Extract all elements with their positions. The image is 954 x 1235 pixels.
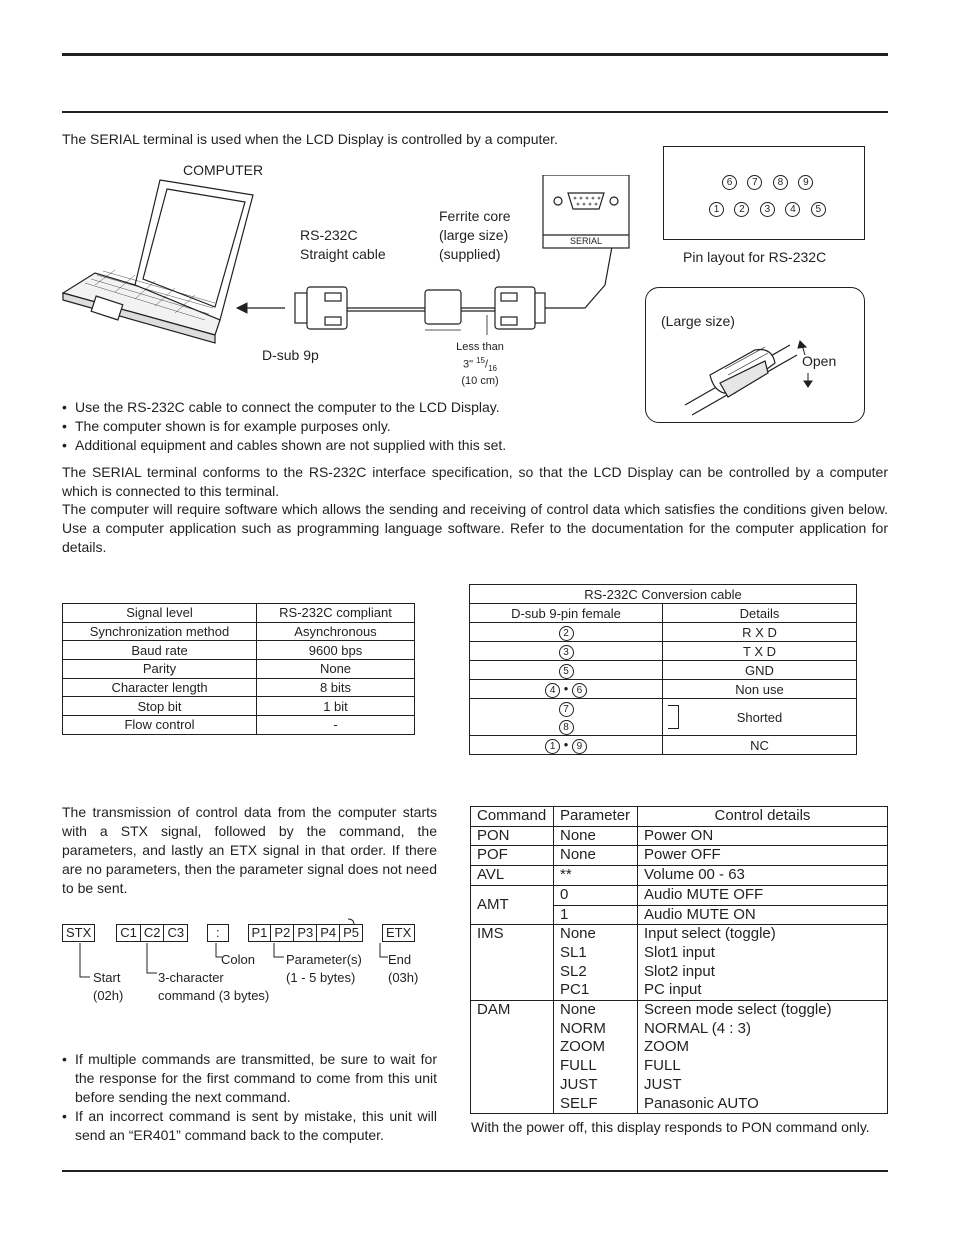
open-arrow-icon [798, 341, 812, 387]
ferrite-core [425, 290, 495, 335]
table-row: 2 R X D [470, 623, 857, 642]
header-rule [62, 111, 888, 113]
pin-circle: 9 [798, 175, 813, 190]
computer-label: COMPUTER [183, 162, 264, 178]
table-row: IMS None SL1 SL2 PC1 Input select (toggle) Slot1 input Slot2 input PC input [471, 925, 888, 1001]
ferrite-open-illustration [680, 325, 830, 420]
param-label: Parameter(s) (1 - 5 bytes) [286, 952, 362, 985]
pin-circle: 3 [760, 202, 775, 217]
colon-label: Colon [221, 952, 255, 967]
pin-circle: 8 [773, 175, 788, 190]
pin-caption: Pin layout for RS-232C [683, 249, 827, 265]
shorted-bracket-icon [668, 705, 679, 729]
table-row: Parity None [63, 660, 415, 679]
command-table: Command Parameter Control details PON None Power ON POF None Power OFF AVL ** Volume 00 - 63 AMT 0 Audio MUTE OFF 1 Audio MUTE ON IMS None SL1 SL2 PC1 Input select (toggle) Slot1 input Slot2 input PC input DAM None NORM ZOOM FULL JUST SELF Screen mode select (toggle) NORMAL (4 : 3) ZOOM FULL JUST Panasonic AUTO [470, 806, 888, 1114]
table-row: AVL ** Volume 00 - 63 [471, 866, 888, 886]
notes-list-2 [62, 1050, 437, 1145]
param-char: P4 [316, 924, 340, 942]
ferrite-label: Ferrite core (large size) (supplied) [439, 208, 511, 262]
param-char: P2 [270, 924, 294, 942]
intro-text: The SERIAL terminal is used when the LCD Display is controlled by a computer. [62, 131, 558, 147]
dsub-label: D-sub 9p [262, 347, 319, 363]
table-row: Synchronization method Asynchronous [63, 622, 415, 641]
command-char: C1 [116, 924, 141, 942]
table-row: 1 Audio MUTE ON [471, 905, 888, 925]
table-row: 1 • 9 NC [470, 736, 857, 755]
conversion-table-title: RS-232C Conversion cable [470, 585, 857, 604]
etx-box: ETX [382, 924, 415, 942]
colon-box: : [207, 924, 229, 942]
laptop-illustration [63, 180, 253, 343]
connection-diagram [55, 175, 655, 385]
table-row: Signal level RS-232C compliant [63, 604, 415, 623]
command-char: C3 [163, 924, 188, 942]
table-row: DAM None NORM ZOOM FULL JUST SELF Screen mode select (toggle) NORMAL (4 : 3) ZOOM FULL JUST Panasonic AUTO [471, 1001, 888, 1114]
table-row: PON None Power ON [471, 826, 888, 846]
param-char: P1 [248, 924, 272, 942]
serial-label: SERIAL [569, 236, 602, 246]
pin-circle: 6 [722, 175, 737, 190]
communication-spec-table [62, 603, 415, 735]
large-size-label: (Large size) [661, 313, 735, 329]
bottom-rule [62, 1170, 888, 1172]
pin-circle: 4 [785, 202, 800, 217]
table-row: Character length 8 bits [63, 678, 415, 697]
start-label: Start (02h) [93, 970, 124, 1003]
paragraph-interface: The SERIAL terminal conforms to the RS-232C interface specification, so that the LCD Display can be controlled by a computer which is connected to this terminal. [62, 464, 888, 499]
length-note: Less than 3" $^{15}/_{16}$ (10 cm) [456, 341, 504, 387]
pin-layout-box [663, 146, 865, 240]
list-item: • Use the RS-232C cable to connect the computer to the LCD Display. [62, 398, 642, 417]
table-row: POF None Power OFF [471, 846, 888, 866]
table-row: 5 GND [470, 661, 857, 680]
table-row: 7 8 Shorted [470, 699, 857, 736]
dsub-connector-left [295, 287, 425, 329]
notes-list [62, 398, 642, 455]
pin-circle: 5 [811, 202, 826, 217]
pin-circle: 1 [709, 202, 724, 217]
open-label: Open [802, 353, 837, 369]
pin-circle: 2 [734, 202, 749, 217]
pin-row-top [722, 172, 813, 190]
arrow-left-icon [237, 303, 285, 313]
list-item: • If an incorrect command is sent by mistake, this unit will send an “ER401” command back to the computer. [62, 1107, 437, 1145]
list-item: • The computer shown is for example purposes only. [62, 417, 642, 436]
table-row: Flow control - [63, 716, 415, 735]
end-label: End (03h) [388, 952, 419, 985]
cable-label: RS-232C Straight cable [300, 227, 386, 262]
table-row: AMT 0 Audio MUTE OFF [471, 885, 888, 905]
list-item: • If multiple commands are transmitted, be sure to wait for the response for the first command to come from this unit before sending the next command. [62, 1050, 437, 1107]
transmission-paragraph: The transmission of control data from the computer starts with a STX signal, followed by the command, the parameters, and lastly an ETX signal in that order. If there are no parameters, then the parameter signal does not need to be sent. [62, 804, 437, 896]
table-row: Baud rate 9600 bps [63, 641, 415, 660]
table-row: 3 T X D [470, 642, 857, 661]
pin-row-bottom [709, 199, 826, 217]
list-item: • Additional equipment and cables shown are not supplied with this set. [62, 436, 642, 455]
top-rule [62, 53, 888, 56]
param-char: P3 [293, 924, 317, 942]
paragraph-software: The computer will require software which allows the sending and receiving of control data which satisfies the conditions given below. Use a computer application such as programming language software. Refer to the documentation for the computer application for details. [62, 501, 888, 555]
power-note: With the power off, this display responds to PON command only. [471, 1119, 870, 1135]
stx-box: STX [62, 924, 95, 942]
conversion-cable-table: RS-232C Conversion cable D-sub 9-pin female Details 2 R X D 3 T X D 5 GND 4 • 6 Non use 7 8 Shorted 1 • 9 NC [469, 584, 857, 755]
table-row: 4 • 6 Non use [470, 680, 857, 699]
param-char: P5 [339, 924, 363, 942]
table-row: Stop bit 1 bit [63, 697, 415, 716]
pin-circle: 7 [747, 175, 762, 190]
command-char: C2 [140, 924, 165, 942]
three-char-label: 3-character command (3 bytes) [158, 970, 270, 1003]
